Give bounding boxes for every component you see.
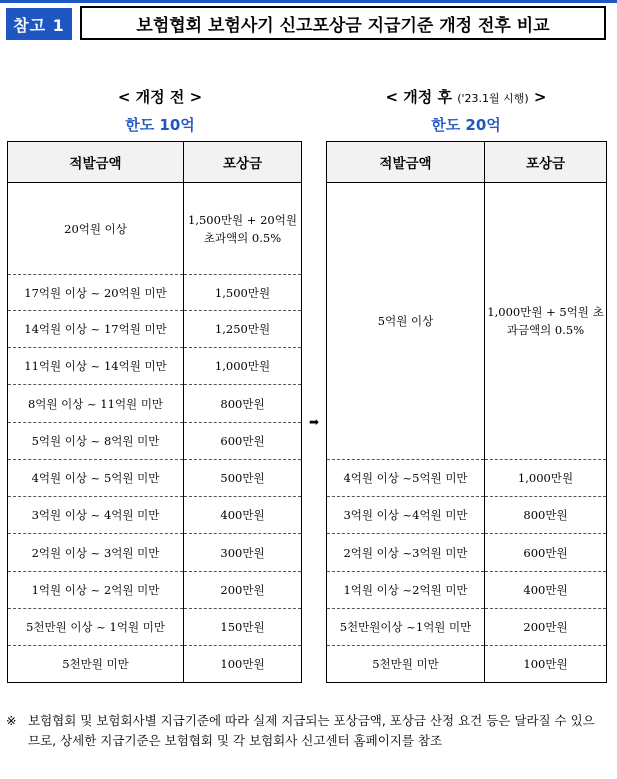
amount-cell: 8억원 이상 ~ 11억원 미만 [8, 385, 184, 423]
table-row [8, 646, 302, 683]
amount-cell: 2억원 이상 ~ 3억원 미만 [8, 534, 184, 572]
table-row [8, 572, 302, 609]
amount-cell: 4억원 이상 ~5억원 미만 [327, 460, 485, 497]
reward-cell: 100만원 [184, 646, 302, 683]
table-row [8, 460, 302, 497]
before-col-amount: 적발금액 [8, 142, 184, 183]
before-heading: < 개정 전 > [117, 88, 203, 106]
amount-cell: 2억원 이상 ~3억원 미만 [327, 534, 485, 572]
reward-cell: 1,500만원 [184, 275, 302, 311]
reward-cell: 500만원 [184, 460, 302, 497]
table-row [8, 534, 302, 572]
reward-cell: 1,000만원 [184, 348, 302, 385]
amount-cell: 5천만원이상 ~1억원 미만 [327, 609, 485, 646]
after-heading-label: < 개정 후 [385, 88, 452, 106]
after-col-amount: 적발금액 [327, 142, 485, 183]
after-heading [326, 86, 606, 107]
before-limit: 한도 10억 [125, 116, 195, 134]
table-row [8, 385, 302, 423]
table-row [327, 183, 607, 460]
table-row [327, 646, 607, 683]
before-table [7, 141, 302, 683]
reward-cell: 1,000만원 + 5억원 초과금액의 0.5% [485, 183, 607, 460]
table-row [8, 497, 302, 534]
footnote [6, 711, 606, 751]
table-row [8, 183, 302, 275]
amount-cell: 17억원 이상 ~ 20억원 미만 [8, 275, 184, 311]
amount-cell: 5천만원 미만 [8, 646, 184, 683]
amount-cell: 3억원 이상 ~ 4억원 미만 [8, 497, 184, 534]
page-title: 보험협회 보험사기 신고포상금 지급기준 개정 전후 비교 [80, 6, 606, 40]
after-heading-close: > [533, 88, 547, 106]
amount-cell: 4억원 이상 ~ 5억원 미만 [8, 460, 184, 497]
reward-cell: 1,250만원 [184, 311, 302, 348]
after-heading-sub: ('23.1월 시행) [457, 92, 529, 105]
reward-cell: 600만원 [485, 534, 607, 572]
amount-cell: 5억원 이상 ~ 8억원 미만 [8, 423, 184, 460]
top-rule [0, 0, 617, 3]
table-row [327, 609, 607, 646]
reward-cell: 800만원 [485, 497, 607, 534]
table-row [327, 497, 607, 534]
table-row [8, 423, 302, 460]
arrow-right-icon: ➡ [309, 415, 320, 429]
reward-cell: 200만원 [184, 572, 302, 609]
table-row [8, 275, 302, 311]
before-col-reward: 포상금 [184, 142, 302, 183]
amount-cell: 14억원 이상 ~ 17억원 미만 [8, 311, 184, 348]
amount-cell: 3억원 이상 ~4억원 미만 [327, 497, 485, 534]
amount-cell: 1억원 이상 ~2억원 미만 [327, 572, 485, 609]
table-row [327, 572, 607, 609]
table-row [8, 311, 302, 348]
reward-cell: 1,500만원 + 20억원 초과액의 0.5% [184, 183, 302, 275]
amount-cell: 11억원 이상 ~ 14억원 미만 [8, 348, 184, 385]
after-limit: 한도 20억 [431, 116, 501, 134]
after-col-reward: 포상금 [485, 142, 607, 183]
note-mark: ※ [6, 713, 17, 728]
reward-cell: 400만원 [485, 572, 607, 609]
table-row [8, 609, 302, 646]
reward-cell: 1,000만원 [485, 460, 607, 497]
table-row [327, 460, 607, 497]
amount-cell: 1억원 이상 ~ 2억원 미만 [8, 572, 184, 609]
reward-cell: 600만원 [184, 423, 302, 460]
reward-cell: 150만원 [184, 609, 302, 646]
reward-cell: 800만원 [184, 385, 302, 423]
amount-cell: 5천만원 이상 ~ 1억원 미만 [8, 609, 184, 646]
table-row [8, 348, 302, 385]
reward-cell: 400만원 [184, 497, 302, 534]
reward-cell: 100만원 [485, 646, 607, 683]
amount-cell: 5천만원 미만 [327, 646, 485, 683]
note-text: 보험협회 및 보험회사별 지급기준에 따라 실제 지급되는 포상금액, 포상금 산정 요건 등은 달라질 수 있으므로, 상세한 지급기준은 보험협회 및 각 보험회사 신고센터 홈페이지를 참조 [28, 713, 595, 748]
amount-cell: 5억원 이상 [327, 183, 485, 460]
amount-cell: 20억원 이상 [8, 183, 184, 275]
reward-cell: 300만원 [184, 534, 302, 572]
reward-cell: 200만원 [485, 609, 607, 646]
after-table [326, 141, 607, 683]
table-row [327, 534, 607, 572]
reference-badge: 참고 1 [6, 8, 72, 40]
